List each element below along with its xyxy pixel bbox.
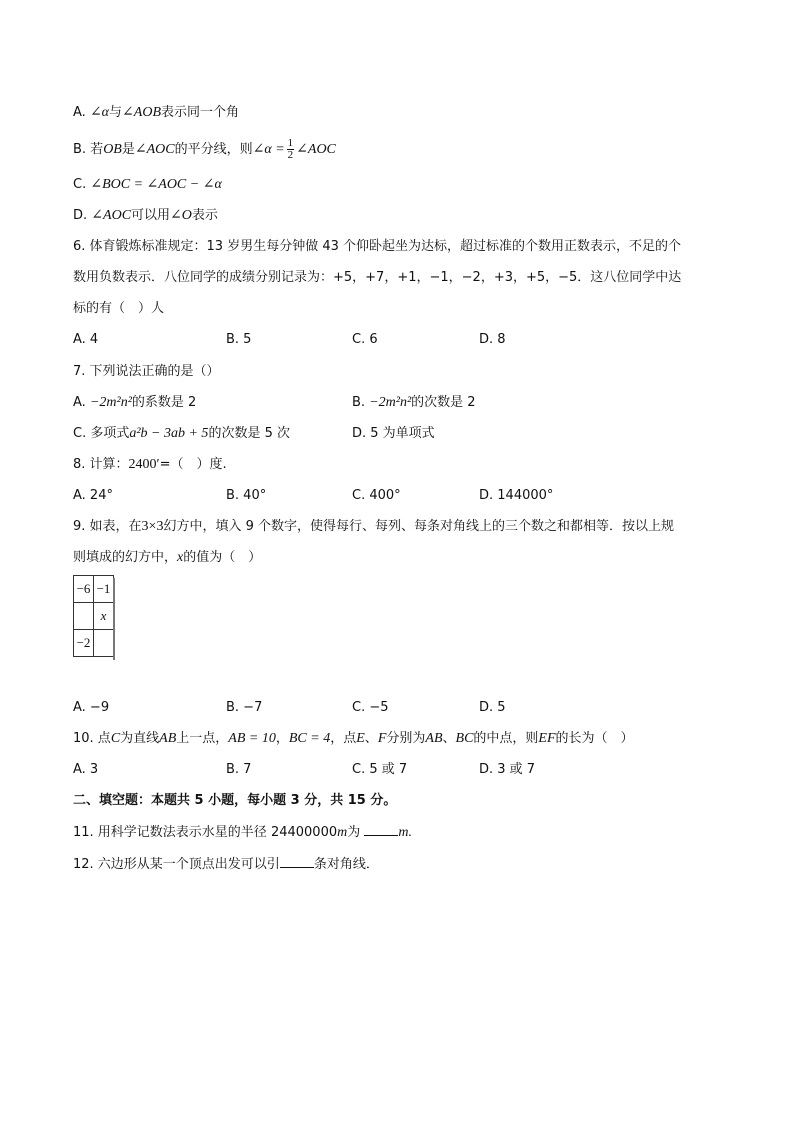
table-cell [94, 630, 114, 657]
q10-option-c: C. 5 或 7 [352, 762, 408, 777]
q5-option-d: D. ∠AOC可以用∠O表示 [73, 208, 218, 223]
answer-blank[interactable] [280, 855, 314, 868]
q8-option-b: B. 40° [226, 488, 267, 503]
q6-option-b: B. 5 [226, 332, 252, 347]
q5-option-b: B. 若OB是∠AOC的平分线，则∠α = $\frac{1}{2}$ ∠AOC [73, 137, 336, 161]
table-cell [74, 603, 94, 630]
table-cell: −2 [74, 630, 94, 657]
table-cell: −1 [94, 576, 114, 603]
q12-stem: 12. 六边形从某一个顶点出发可以引 条对角线． [73, 857, 379, 872]
q9-option-c: C. −5 [352, 700, 389, 715]
q8-option-a: A. 24° [73, 488, 113, 503]
q7-option-b: B. −2m²n²的次数是 2 [352, 395, 476, 410]
q6-line-1: 6. 体育锻炼标准规定：13 岁男生每分钟做 43 个仰卧起坐为达标，超过标准的个数用正数表示，不足的个 [73, 239, 682, 254]
q6-option-c: C. 6 [352, 332, 378, 347]
q9-line-1: 9. 如表，在3×3幻方中，填入 9 个数字，使得每行、每列、每条对角线上的三个数之和都相等．按以上规 [73, 519, 674, 534]
q8-stem: 8. 计算：2400′=（ ）度. [73, 457, 227, 472]
q8-option-c: C. 400° [352, 488, 401, 503]
section-heading-fill-in: 二、填空题：本题共 5 小题，每小题 3 分，共 15 分。 [73, 793, 397, 808]
q9-option-a: A. −9 [73, 700, 110, 715]
q9-option-d: D. 5 [479, 700, 506, 715]
q6-option-d: D. 8 [479, 332, 506, 347]
table-row [74, 603, 114, 630]
table-edge-divider [113, 578, 115, 660]
q8-option-d: D. 144000° [479, 488, 554, 503]
magic-square-table [73, 575, 114, 657]
q10-stem: 10. 点C为直线AB上一点，AB = 10，BC = 4，点E、F分别为AB、BC的中点，则EF的长为（ ） [73, 731, 634, 746]
q10-option-d: D. 3 或 7 [479, 762, 536, 777]
q9-line-2: 则填成的幻方中，x的值为（ ） [73, 550, 262, 565]
fraction-one-half: $\frac{1}{2}$ [287, 137, 294, 161]
q7-option-c: C. 多项式a²b − 3ab + 5的次数是 5 次 [73, 426, 290, 441]
q5-option-a: A. ∠α与∠AOB表示同一个角 [73, 105, 240, 120]
answer-blank[interactable] [364, 823, 398, 836]
q10-option-a: A. 3 [73, 762, 99, 777]
q6-option-a: A. 4 [73, 332, 99, 347]
q6-line-2: 数用负数表示．八位同学的成绩分别记录为：+5，+7，+1，−1，−2，+3，+5，−5．这八位同学中达 [73, 270, 682, 285]
table-cell: x [94, 603, 114, 630]
q7-stem: 7. 下列说法正确的是（） [73, 364, 220, 379]
table-row [74, 630, 114, 657]
q7-option-a: A. −2m²n²的系数是 2 [73, 395, 197, 410]
table-cell: −6 [74, 576, 94, 603]
q6-line-3: 标的有（ ）人 [73, 301, 165, 316]
q7-option-d: D. 5 为单项式 [352, 426, 435, 441]
q11-stem: 11. 用科学记数法表示水星的半径 24400000m为 m. [73, 825, 413, 840]
table-row [74, 576, 114, 603]
q9-option-b: B. −7 [226, 700, 263, 715]
q5-option-c: C. ∠BOC = ∠AOC − ∠α [73, 177, 222, 192]
q10-option-b: B. 7 [226, 762, 252, 777]
